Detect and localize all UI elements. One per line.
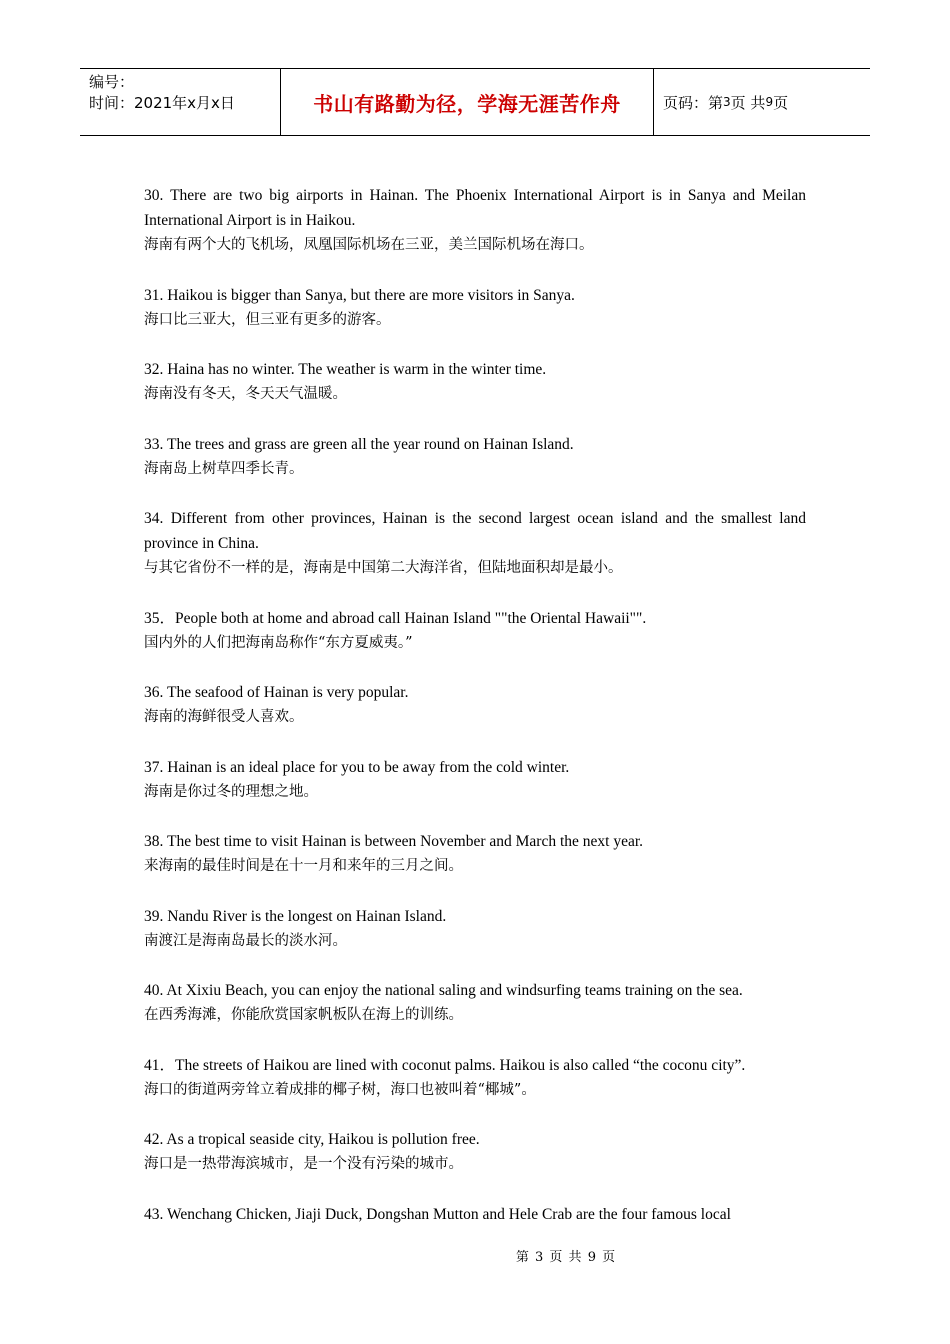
- sentence-item: [144, 606, 806, 656]
- english-sentence: 40. At Xixiu Beach, you can enjoy the national saling and windsurfing teams training on the sea.: [144, 982, 743, 999]
- page-label-end: 页: [773, 93, 789, 112]
- sentence-item: [144, 283, 806, 333]
- english-sentence: 30. There are two big airports in Hainan. The Phoenix International Airport is in Sanya and Meilan International Airport is in Haikou.: [144, 187, 806, 229]
- sentence-item: [144, 829, 806, 879]
- english-sentence: 35．People both at home and abroad call Hainan Island ""the Oriental Hawaii"".: [144, 609, 647, 627]
- header-page-indicator: [654, 69, 870, 135]
- english-sentence: 37. Hainan is an ideal place for you to be away from the cold winter.: [144, 758, 570, 776]
- chinese-translation: 海口的街道两旁耸立着成排的椰子树，海口也被叫着“椰城”。: [144, 1081, 536, 1098]
- document-time-label: 时间：2021年x月x日: [89, 94, 235, 112]
- english-sentence: 31. Haikou is bigger than Sanya, but there are more visitors in Sanya.: [144, 286, 575, 304]
- chinese-translation: 海南是你过冬的理想之地。: [144, 783, 318, 800]
- english-sentence: 33. The trees and grass are green all the year round on Hainan Island.: [144, 435, 574, 453]
- chinese-translation: 海口是一热带海滨城市，是一个没有污染的城市。: [144, 1156, 463, 1172]
- page-label-prefix: 页码：第: [663, 93, 724, 112]
- sentence-item: [144, 183, 806, 258]
- chinese-translation: 海南岛上树草四季长青。: [144, 460, 304, 477]
- document-number-label: 编号：: [89, 73, 135, 91]
- sentence-item: [144, 904, 806, 954]
- english-sentence: 39. Nandu River is the longest on Hainan Island.: [144, 907, 447, 925]
- sentence-item: [144, 755, 806, 805]
- page-total: 9: [765, 95, 774, 109]
- english-sentence: 36. The seafood of Hainan is very popular.: [144, 684, 409, 701]
- sentence-item: [144, 506, 806, 581]
- english-sentence: 41．The streets of Haikou are lined with coconut palms. Haikou is also called “the coconu city”.: [144, 1056, 746, 1074]
- header-motto: 书山有路勤为径，学海无涯苦作舟: [281, 69, 654, 135]
- chinese-translation: 在西秀海滩，你能欣赏国家帆板队在海上的训练。: [144, 1007, 463, 1023]
- chinese-translation: 南渡江是海南岛最长的淡水河。: [144, 932, 347, 949]
- page-current: 3: [723, 95, 731, 109]
- page-header: [80, 68, 870, 136]
- document-body: [144, 183, 806, 1251]
- english-sentence: 34. Different from other provinces, Hainan is the second largest ocean island and the smallest land province in China.: [144, 510, 806, 552]
- chinese-translation: 海南没有冬天，冬天天气温暖。: [144, 386, 347, 402]
- sentence-item: [144, 1127, 806, 1177]
- chinese-translation: 与其它省份不一样的是，海南是中国第二大海洋省，但陆地面积却是最小。: [144, 560, 623, 576]
- chinese-translation: 海口比三亚大，但三亚有更多的游客。: [144, 311, 391, 328]
- sentence-item: [144, 680, 806, 730]
- page-label-mid: 页 共: [730, 93, 766, 112]
- english-sentence: 43. Wenchang Chicken, Jiaji Duck, Dongshan Mutton and Hele Crab are the four famous local: [144, 1205, 731, 1223]
- header-info-cell: [80, 69, 281, 135]
- page-footer: 第 3 页 共 9 页: [515, 1250, 617, 1265]
- sentence-item: [144, 357, 806, 407]
- sentence-item: [144, 1053, 806, 1103]
- chinese-translation: 国内外的人们把海南岛称作“东方夏威夷。”: [144, 634, 413, 651]
- english-sentence: 42. As a tropical seaside city, Haikou is pollution free.: [144, 1131, 480, 1148]
- chinese-translation: 来海南的最佳时间是在十一月和来年的三月之间。: [144, 858, 463, 874]
- english-sentence: 32. Haina has no winter. The weather is warm in the winter time.: [144, 361, 547, 378]
- sentence-item: [144, 978, 806, 1028]
- sentence-item: [144, 432, 806, 482]
- english-sentence: 38. The best time to visit Hainan is between November and March the next year.: [144, 833, 644, 850]
- chinese-translation: 海南的海鲜很受人喜欢。: [144, 709, 304, 725]
- chinese-translation: 海南有两个大的飞机场，凤凰国际机场在三亚，美兰国际机场在海口。: [144, 237, 594, 253]
- sentence-item: [144, 1202, 806, 1227]
